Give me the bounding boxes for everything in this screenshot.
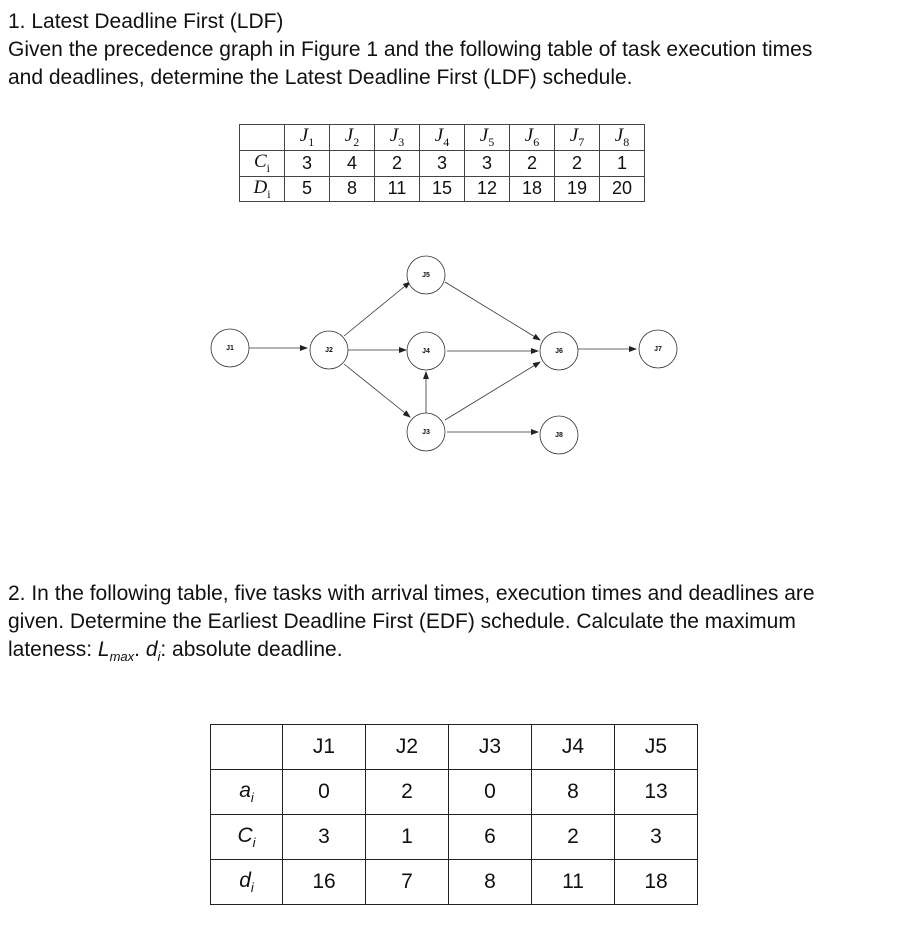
column-header: J5 bbox=[615, 725, 698, 770]
question-1 bbox=[8, 8, 893, 92]
lmax-symbol: $L_{max}$ bbox=[97, 638, 135, 665]
table-cell: 7 bbox=[366, 860, 449, 905]
table-cell: 3 bbox=[285, 150, 330, 176]
question-2-line-2: given. Determine the Earliest Deadline First (EDF) schedule. Calculate the maximum bbox=[8, 610, 796, 633]
table-cell: 1 bbox=[600, 150, 645, 176]
deadline-symbol: $d_i$ bbox=[145, 638, 161, 665]
task-table-ldf bbox=[239, 124, 645, 202]
table-cell: 0 bbox=[283, 770, 366, 815]
edge-j2-j5 bbox=[344, 282, 410, 336]
table-cell: 20 bbox=[600, 176, 645, 202]
row-label-di: $D_i$ bbox=[240, 176, 285, 202]
edge-j3-j6 bbox=[445, 362, 540, 420]
table-cell: 18 bbox=[510, 176, 555, 202]
table-cell: 0 bbox=[449, 770, 532, 815]
edge-j5-j6 bbox=[445, 282, 540, 340]
precedence-graph bbox=[205, 250, 695, 460]
table-cell: 5 bbox=[285, 176, 330, 202]
table-cell: 1 bbox=[366, 815, 449, 860]
table-cell: 11 bbox=[532, 860, 615, 905]
column-header-j6: $J_6$ bbox=[510, 125, 555, 151]
column-header: J2 bbox=[366, 725, 449, 770]
column-header-j5: $J_5$ bbox=[465, 125, 510, 151]
column-header-j1: $J_1$ bbox=[285, 125, 330, 151]
task-table-edf bbox=[210, 724, 698, 905]
node-label-j8: J8 bbox=[555, 431, 563, 439]
table-cell: 12 bbox=[465, 176, 510, 202]
question-1-line-2: and deadlines, determine the Latest Deadline First (LDF) schedule. bbox=[8, 66, 633, 89]
table-cell: 4 bbox=[330, 150, 375, 176]
table-header-row bbox=[211, 725, 698, 770]
table-cell: 2 bbox=[375, 150, 420, 176]
row-label-ci: $C_i$ bbox=[211, 815, 283, 860]
table-row-ci bbox=[240, 150, 645, 176]
table-cell: 11 bbox=[375, 176, 420, 202]
table-cell: 3 bbox=[283, 815, 366, 860]
column-header-j3: $J_3$ bbox=[375, 125, 420, 151]
question-1-line-1: Given the precedence graph in Figure 1 and the following table of task execution times bbox=[8, 38, 813, 61]
node-label-j3: J3 bbox=[422, 428, 430, 436]
table-header-row bbox=[240, 125, 645, 151]
table-cell: 8 bbox=[330, 176, 375, 202]
column-header-j7: $J_7$ bbox=[555, 125, 600, 151]
table-cell: 8 bbox=[449, 860, 532, 905]
node-label-j6: J6 bbox=[555, 347, 563, 355]
table-cell: 8 bbox=[532, 770, 615, 815]
table-row-ci bbox=[211, 815, 698, 860]
table-cell: 2 bbox=[366, 770, 449, 815]
table-row-di bbox=[211, 860, 698, 905]
table-cell: 13 bbox=[615, 770, 698, 815]
table-cell: 2 bbox=[555, 150, 600, 176]
table-cell: 2 bbox=[532, 815, 615, 860]
table-cell: 3 bbox=[465, 150, 510, 176]
node-label-j1: J1 bbox=[226, 344, 234, 352]
table-cell: 19 bbox=[555, 176, 600, 202]
table-corner-cell bbox=[211, 725, 283, 770]
node-label-j4: J4 bbox=[422, 347, 430, 355]
table-row-ai bbox=[211, 770, 698, 815]
node-label-j7: J7 bbox=[654, 345, 662, 353]
question-2 bbox=[8, 580, 893, 671]
row-label-di: $d_i$ bbox=[211, 860, 283, 905]
column-header: J1 bbox=[283, 725, 366, 770]
table-row-di bbox=[240, 176, 645, 202]
column-header-j8: $J_8$ bbox=[600, 125, 645, 151]
question-1-title: 1. Latest Deadline First (LDF) bbox=[8, 10, 284, 33]
column-header-j2: $J_2$ bbox=[330, 125, 375, 151]
question-2-line-1: 2. In the following table, five tasks with arrival times, execution times and deadlines are bbox=[8, 582, 815, 605]
row-label-ci: $C_i$ bbox=[240, 150, 285, 176]
row-label-ai: $a_i$ bbox=[211, 770, 283, 815]
table-cell: 16 bbox=[283, 860, 366, 905]
table-cell: 18 bbox=[615, 860, 698, 905]
table-cell: 15 bbox=[420, 176, 465, 202]
table-cell: 2 bbox=[510, 150, 555, 176]
column-header: J3 bbox=[449, 725, 532, 770]
edge-j2-j3 bbox=[344, 364, 410, 417]
question-2-line-3: lateness: $L_{max}$. $d_i$: absolute deadline. bbox=[8, 638, 343, 665]
table-cell: 3 bbox=[615, 815, 698, 860]
table-cell: 6 bbox=[449, 815, 532, 860]
node-label-j2: J2 bbox=[325, 346, 333, 354]
column-header: J4 bbox=[532, 725, 615, 770]
node-label-j5: J5 bbox=[422, 271, 430, 279]
table-cell: 3 bbox=[420, 150, 465, 176]
table-corner-cell bbox=[240, 125, 285, 151]
column-header-j4: $J_4$ bbox=[420, 125, 465, 151]
